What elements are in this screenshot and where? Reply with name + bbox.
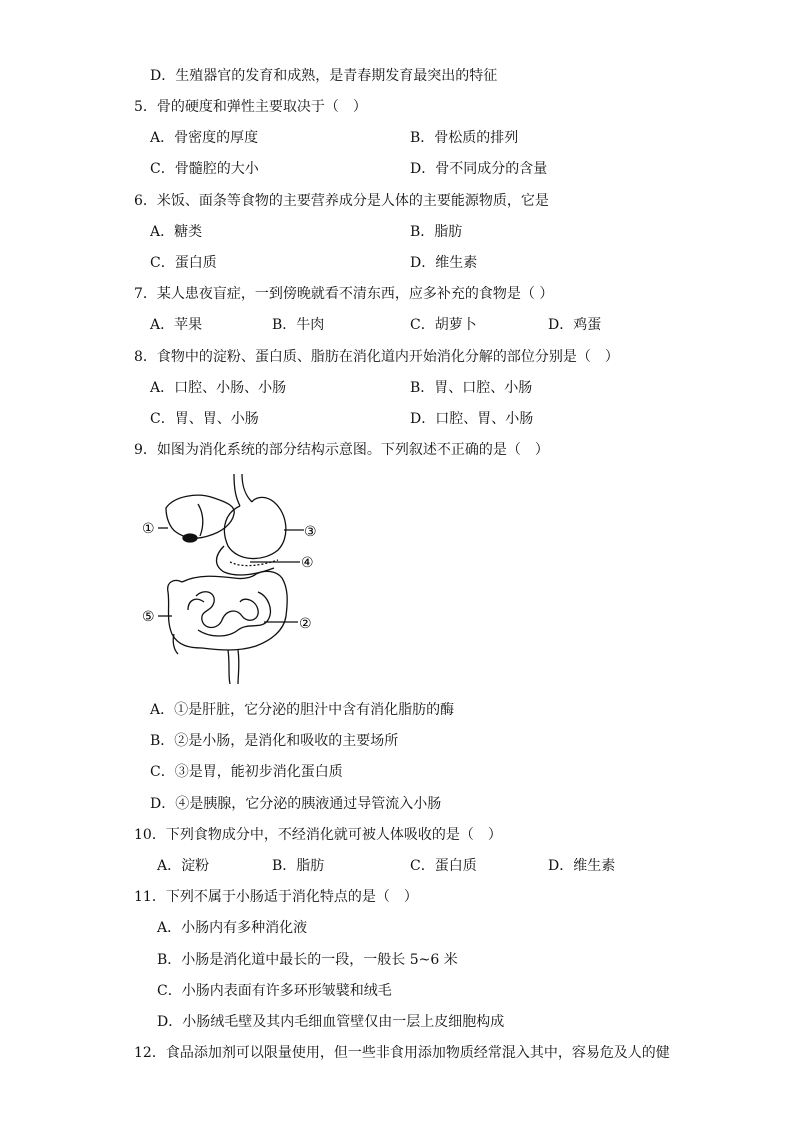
q6-option-c: C．蛋白质 bbox=[150, 255, 217, 271]
q10-option-b: B．脂肪 bbox=[272, 858, 325, 874]
q11-option-c: C．小肠内表面有许多环形皱襞和绒毛 bbox=[157, 983, 392, 999]
q6-option-b: B．脂肪 bbox=[410, 224, 463, 240]
q8-option-d: D．口腔、胃、小肠 bbox=[410, 411, 534, 427]
q6-option-a: A．糖类 bbox=[150, 224, 203, 240]
q9-option-a: A．①是肝脏，它分泌的胆汁中含有消化脂肪的酶 bbox=[150, 702, 455, 718]
q5-stem: 5．骨的硬度和弹性主要取决于（ ） bbox=[134, 99, 367, 115]
q7-stem: 7．某人患夜盲症，一到傍晚就看不清东西，应多补充的食物是（ ） bbox=[134, 286, 554, 302]
q11-stem: 11．下列不属于小肠适于消化特点的是（ ） bbox=[134, 889, 418, 905]
q5-option-c: C．骨髓腔的大小 bbox=[150, 161, 259, 177]
q9-option-b: B．②是小肠，是消化和吸收的主要场所 bbox=[150, 733, 399, 749]
q7-option-b: B．牛肉 bbox=[272, 317, 325, 333]
q11-option-d: D．小肠绒毛壁及其内毛细血管壁仅由一层上皮细胞构成 bbox=[157, 1014, 505, 1030]
q10-option-d: D．维生素 bbox=[548, 858, 616, 874]
small-intestine-shape bbox=[196, 592, 258, 628]
stomach-shape bbox=[224, 497, 285, 558]
q7-option-c: C．胡萝卜 bbox=[410, 317, 477, 333]
q8-stem: 8．食物中的淀粉、蛋白质、脂肪在消化道内开始消化分解的部位分别是（ ） bbox=[134, 349, 619, 365]
figure-label-1: ① bbox=[142, 521, 155, 537]
q11-option-a: A．小肠内有多种消化液 bbox=[157, 920, 308, 936]
q7-option-d: D．鸡蛋 bbox=[548, 317, 602, 333]
figure-label-5: ⑤ bbox=[142, 609, 155, 625]
q10-option-c: C．蛋白质 bbox=[410, 858, 477, 874]
q9-option-c: C．③是胃，能初步消化蛋白质 bbox=[150, 764, 343, 780]
q11-option-b: B．小肠是消化道中最长的一段，一般长 5~6 米 bbox=[157, 952, 458, 968]
q10-option-a: A．淀粉 bbox=[157, 858, 210, 874]
q6-option-d: D．维生素 bbox=[410, 255, 478, 271]
q12-stem: 12．食品添加剂可以限量使用，但一些非食用添加物质经常混入其中，容易危及人的健 bbox=[134, 1045, 670, 1061]
q9-option-d: D．④是胰腺，它分泌的胰液通过导管流入小肠 bbox=[150, 796, 442, 812]
pancreas-shape bbox=[230, 560, 278, 566]
q8-option-b: B．胃、口腔、小肠 bbox=[410, 380, 533, 396]
q5-option-a: A．骨密度的厚度 bbox=[150, 130, 259, 146]
q5-option-b: B．骨松质的排列 bbox=[410, 130, 519, 146]
q9-stem: 9．如图为消化系统的部分结构示意图。下列叙述不正确的是（ ） bbox=[134, 442, 549, 458]
q6-stem: 6．米饭、面条等食物的主要营养成分是人体的主要能源物质，它是 bbox=[134, 193, 549, 209]
figure-label-4: ④ bbox=[301, 555, 314, 571]
digestive-system-diagram bbox=[138, 470, 328, 690]
figure-label-3: ③ bbox=[304, 524, 317, 540]
q8-option-a: A．口腔、小肠、小肠 bbox=[150, 380, 287, 396]
q10-stem: 10．下列食物成分中，不经消化就可被人体吸收的是（ ） bbox=[134, 827, 502, 843]
large-intestine-shape bbox=[168, 571, 288, 650]
gallbladder-shape bbox=[183, 534, 197, 542]
figure-label-2: ② bbox=[299, 616, 312, 632]
q4-option-d: D．生殖器官的发育和成熟，是青春期发育最突出的特征 bbox=[150, 68, 498, 84]
q5-option-d: D．骨不同成分的含量 bbox=[410, 161, 548, 177]
q7-option-a: A．苹果 bbox=[150, 317, 203, 333]
q8-option-c: C．胃、胃、小肠 bbox=[150, 411, 259, 427]
